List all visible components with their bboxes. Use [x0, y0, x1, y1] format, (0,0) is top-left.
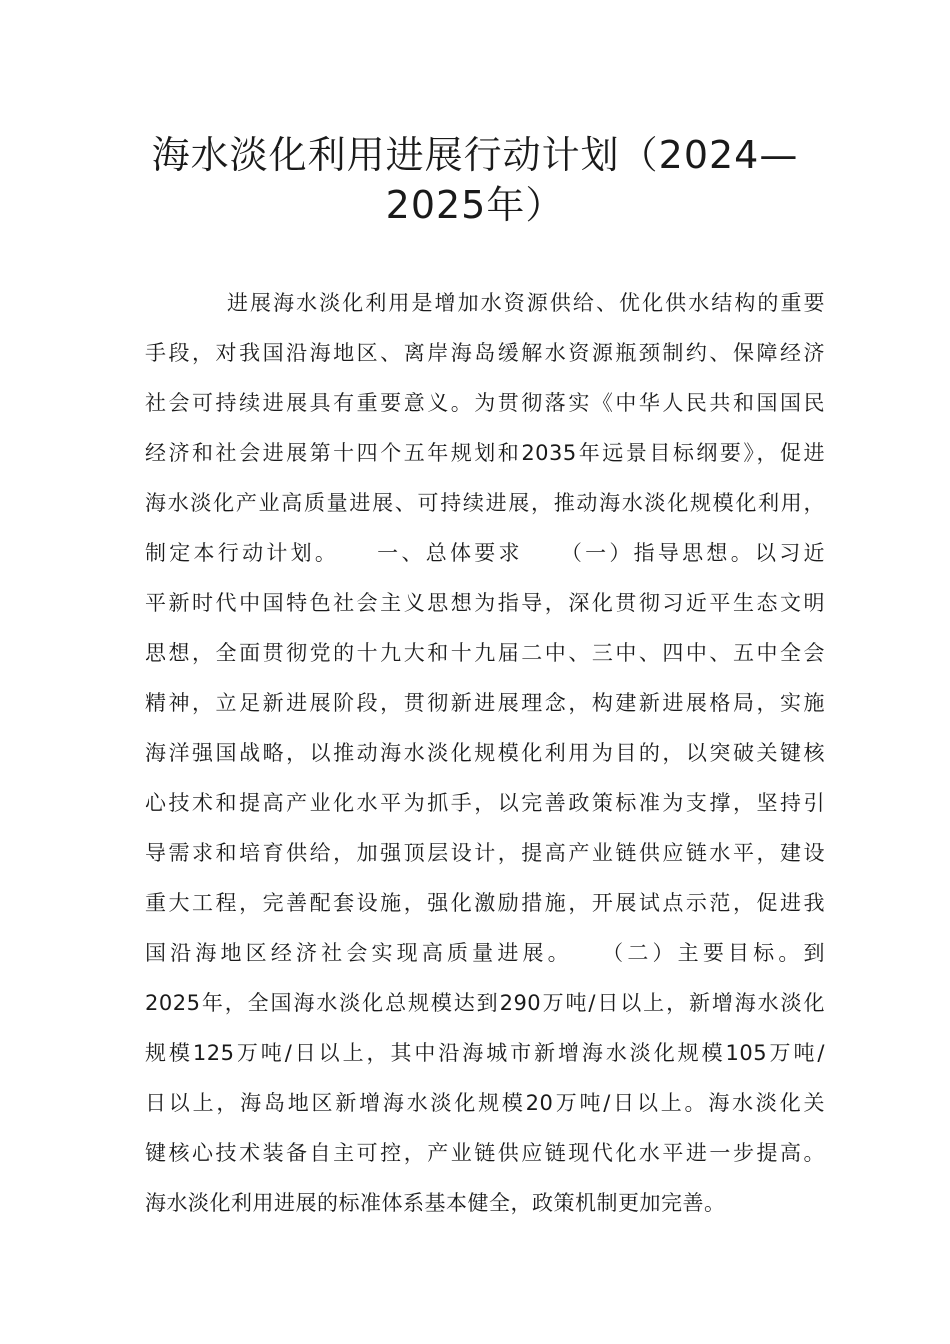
body-line: 海水淡化产业高质量进展、可持续进展，推动海水淡化规模化利用， — [145, 491, 825, 515]
body-line: 重大工程，完善配套设施，强化激励措施，开展试点示范，促进我 — [145, 891, 825, 915]
body-line: 键核心技术装备自主可控，产业链供应链现代化水平进一步提高。 — [145, 1141, 825, 1165]
document-title-line-2: 2025年） — [385, 183, 565, 227]
body-line: 导需求和培育供给，加强顶层设计，提高产业链供应链水平，建设 — [145, 841, 825, 865]
body-line: 制定本行动计划。 一、总体要求 （一）指导思想。以习近 — [145, 541, 825, 565]
body-line: 海水淡化利用进展的标准体系基本健全，政策机制更加完善。 — [145, 1191, 726, 1215]
body-line: 规模125万吨/日以上，其中沿海城市新增海水淡化规模105万吨/ — [145, 1041, 825, 1065]
body-line: 进展海水淡化利用是增加水资源供给、优化供水结构的重要 — [227, 291, 825, 315]
document-title-line-1: 海水淡化利用进展行动计划（2024— — [151, 133, 799, 177]
body-line: 平新时代中国特色社会主义思想为指导，深化贯彻习近平生态文明 — [145, 591, 825, 615]
body-line: 日以上，海岛地区新增海水淡化规模20万吨/日以上。海水淡化关 — [145, 1091, 825, 1115]
body-line: 海洋强国战略，以推动海水淡化规模化利用为目的，以突破关键核 — [145, 741, 825, 765]
document-body — [145, 278, 825, 1228]
body-line: 国沿海地区经济社会实现高质量进展。 （二）主要目标。到 — [145, 941, 825, 965]
body-line: 社会可持续进展具有重要意义。为贯彻落实《中华人民共和国国民 — [145, 391, 825, 415]
body-line: 手段，对我国沿海地区、离岸海岛缓解水资源瓶颈制约、保障经济 — [145, 341, 825, 365]
body-line: 思想，全面贯彻党的十九大和十九届二中、三中、四中、五中全会 — [145, 641, 825, 665]
body-line: 2025年，全国海水淡化总规模达到290万吨/日以上，新增海水淡化 — [145, 991, 825, 1015]
body-line: 心技术和提高产业化水平为抓手，以完善政策标准为支撑，坚持引 — [145, 791, 825, 815]
body-line: 经济和社会进展第十四个五年规划和2035年远景目标纲要》，促进 — [145, 441, 825, 465]
body-line: 精神，立足新进展阶段，贯彻新进展理念，构建新进展格局，实施 — [145, 691, 825, 715]
